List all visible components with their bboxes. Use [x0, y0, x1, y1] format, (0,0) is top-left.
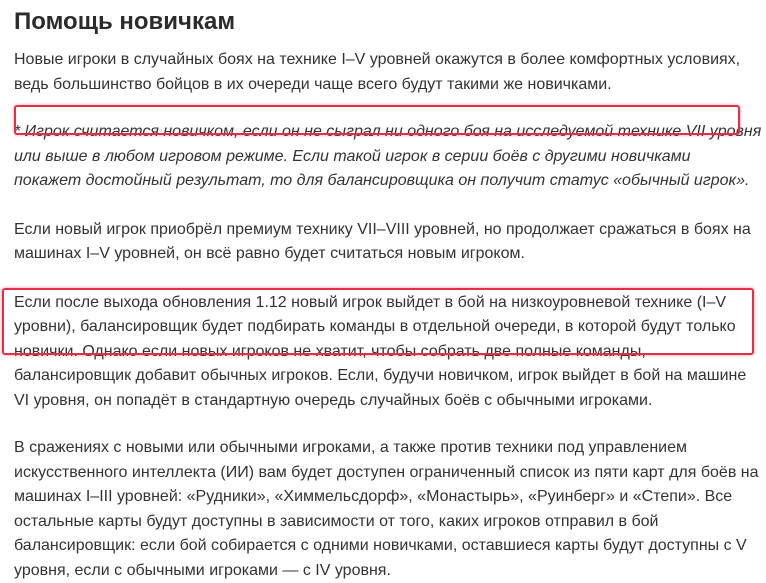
paragraph-newbie-definition: * Игрок считается новичком, если он не сыграл ни одного боя на исследуемой технике VII уровня или выше в любом игровом режиме. Если такой игрок в серии боёв с другими новичками покажет достойный результат, то для балансировщика он получит статус «обычный игрок». [14, 123, 762, 189]
paragraph-maps: В сражениях с новыми или обычными игроками, а также против техники под управлением искусственного интеллекта (ИИ) вам будет доступен ограниченный список из пяти карт для боёв на машинах I–III уровней: «Рудники», «Химмельсдорф», «Монастырь», «Руинберг» и «Степи». Все остальные карты будут доступны в зависимости от того, каких игроков отправил в бой балансировщик: если бой собирается с одними новичками, оставшиеся карты будут доступны с V уровня, если с обычными игроками — с IV уровня. [14, 439, 759, 579]
article-title: Помощь новичкам [14, 8, 236, 35]
paragraph-balancer: Если после выхода обновления 1.12 новый игрок выйдет в бой на низкоуровневой технике (I–V уровни), балансировщик будет подбирать команды в отдельной очереди, в которой будут только новички. Однако если новых игроков не хватит, чтобы собрать две полные команды, балансировщик добавит обычных игроков. Если, будучи новичком, игрок выйдет в бой на машине VI уровня, он попадёт в стандартную очередь случайных боёв с обычными игроками. [14, 293, 747, 409]
paragraph-premium: Если новый игрок приобрёл премиум технику VII–VIII уровней, но продолжает сражаться в боях на машинах I–V уровней, он всё равно будет считаться новым игроком. [14, 220, 751, 262]
paragraph-intro: Новые игроки в случайных боях на технике I–V уровней окажутся в более комфортных условиях, ведь большинство бойцов в их очереди чаще всего будут такими же новичками. [14, 51, 741, 93]
article [14, 0, 762, 583]
